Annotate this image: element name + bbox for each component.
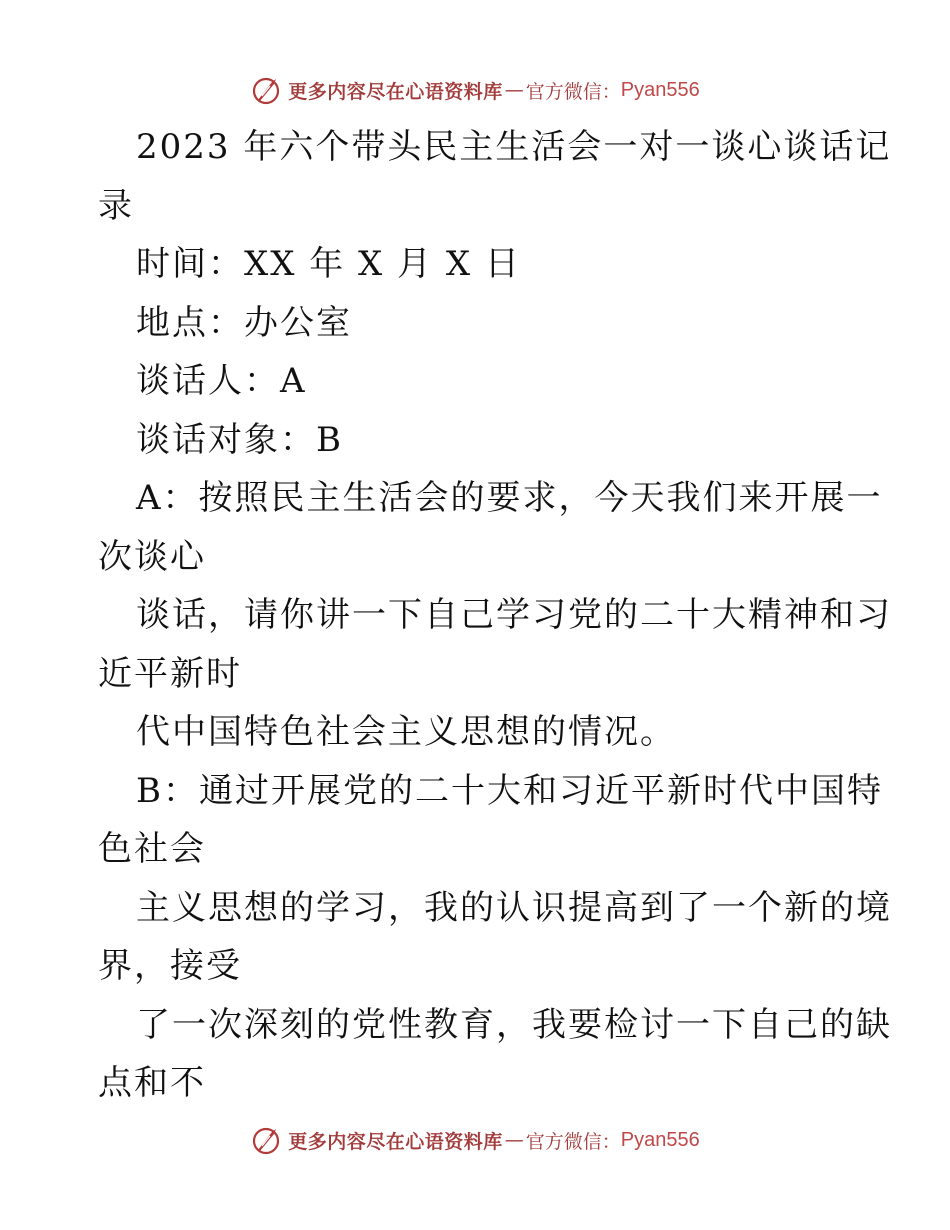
banner-dash: — [504,79,524,101]
banner-id-text: Pyan556 [620,1128,700,1151]
paragraph-line: 色社会 [98,829,206,869]
paragraph-line: 主义思想的学习，我的认识提高到了一个新的境 [136,887,892,928]
banner-id-text: Pyan556 [620,78,700,101]
meta-time: 时间：XX 年 X 月 X 日 [136,244,521,284]
doc-title-line-2: 录 [98,185,134,226]
meta-interviewee: 谈话对象：B [136,419,343,460]
meta-location: 地点：办公室 [136,302,352,343]
document-body [98,118,892,1113]
banner-main-text: 更多内容尽在心语资料库 [288,80,503,103]
paragraph-line: 近平新时 [98,653,242,694]
banner-main-text: 更多内容尽在心语资料库 [288,1130,503,1153]
footer-banner [0,1120,950,1160]
quill-pen-logo-icon [250,1124,282,1156]
banner-label-text: 官方微信： [525,80,621,103]
quill-pen-logo-icon [250,74,282,106]
paragraph-line: 次谈心 [98,536,206,577]
paragraph-line: A：按照民主生活会的要求，今天我们来开展一 [136,478,883,518]
banner-dash: — [504,1129,524,1151]
paragraph-line: B：通过开展党的二十大和习近平新时代中国特 [136,770,883,811]
paragraph-line: 了一次深刻的党性教育，我要检讨一下自己的缺 [136,1004,892,1045]
meta-speaker: 谈话人：A [136,361,307,401]
paragraph-line: 界，接受 [98,946,242,986]
doc-title-line-1: 2023 年六个带头民主生活会一对一谈心谈话记 [136,127,892,167]
paragraph-line: 谈话，请你讲一下自己学习党的二十大精神和习 [136,595,892,635]
paragraph-line: 点和不 [98,1063,206,1103]
banner-label-text: 官方微信： [525,1130,621,1153]
paragraph-line: 代中国特色社会主义思想的情况。 [136,712,676,752]
header-banner [0,70,950,110]
